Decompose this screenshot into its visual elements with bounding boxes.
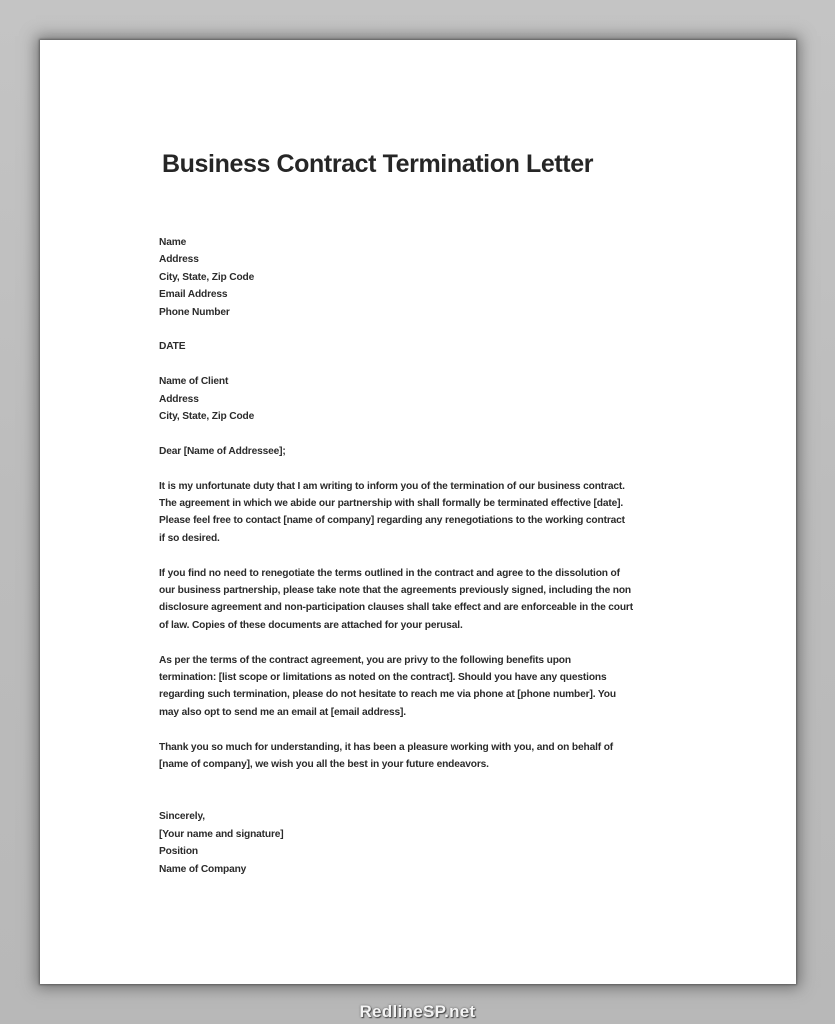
paragraph-2: [159, 565, 633, 635]
document-title: Business Contract Termination Letter: [162, 150, 594, 178]
sender-name: Name: [159, 237, 187, 248]
recipient-block: [159, 373, 619, 425]
paragraph-3: [159, 652, 619, 722]
salutation: Dear [Name of Addressee];: [159, 445, 286, 457]
paragraph-line: The agreement in which we abide our partnership with shall formally be terminated effective [date].: [159, 498, 624, 510]
paragraph-line: [name of company], we wish you all the best in your future endeavors.: [159, 759, 489, 771]
spacer: [159, 773, 619, 808]
paragraph-line: Please feel free to contact [name of company] regarding any renegotiations to the working contract: [159, 515, 625, 527]
sender-block: [159, 234, 619, 321]
paragraph-line: our business partnership, please take note that the agreements previously signed, including the non: [159, 585, 631, 597]
paragraph-line: may also opt to send me an email at [email address].: [159, 706, 406, 718]
paragraph-line: Thank you so much for understanding, it has been a pleasure working with you, and on behalf of: [159, 741, 614, 753]
recipient-city-state-zip: City, State, Zip Code: [159, 411, 255, 423]
sender-address: Address: [159, 254, 199, 266]
valediction: Sincerely,: [159, 811, 205, 823]
paragraph-line: of law. Copies of these documents are attached for your perusal.: [159, 619, 463, 631]
paragraph-4: [159, 739, 619, 774]
sender-city-state-zip: City, State, Zip Code: [159, 271, 255, 283]
signer-position: Position: [159, 846, 198, 858]
paragraph-line: If you find no need to renegotiate the terms outlined in the contract and agree to the dissolution of: [159, 567, 620, 579]
sender-email: Email Address: [159, 289, 228, 301]
spacer: [159, 721, 619, 738]
paragraph-line: regarding such termination, please do not hesitate to reach me via phone at [phone number]. You: [159, 689, 616, 701]
letter-body: [159, 234, 633, 878]
paragraph-1: [159, 478, 625, 548]
paragraph-line: if so desired.: [159, 532, 220, 544]
paragraph-line: It is my unfortunate duty that I am writing to inform you of the termination of our business contract.: [159, 480, 625, 492]
signer-company: Name of Company: [159, 863, 247, 875]
spacer: [159, 321, 619, 338]
sender-phone: Phone Number: [159, 306, 230, 318]
letter-page: [40, 40, 796, 984]
spacer: [159, 547, 619, 564]
paragraph-line: termination: [list scope or limitations as noted on the contract]. Should you have any questions: [159, 672, 607, 684]
paragraph-line: disclosure agreement and non-participation clauses shall take effect and are enforceable in the court: [159, 602, 633, 614]
spacer: [159, 356, 619, 373]
recipient-address: Address: [159, 393, 199, 405]
spacer: [159, 634, 619, 651]
spacer: [159, 425, 619, 442]
paragraph-line: As per the terms of the contract agreement, you are privy to the following benefits upon: [159, 654, 571, 666]
closing-block: [159, 808, 619, 878]
signature-placeholder: [Your name and signature]: [159, 828, 284, 840]
letter-date: DATE: [159, 341, 186, 353]
watermark: RedlineSP.net: [359, 1002, 476, 1021]
spacer: [159, 460, 619, 477]
recipient-name: Name of Client: [159, 376, 229, 388]
